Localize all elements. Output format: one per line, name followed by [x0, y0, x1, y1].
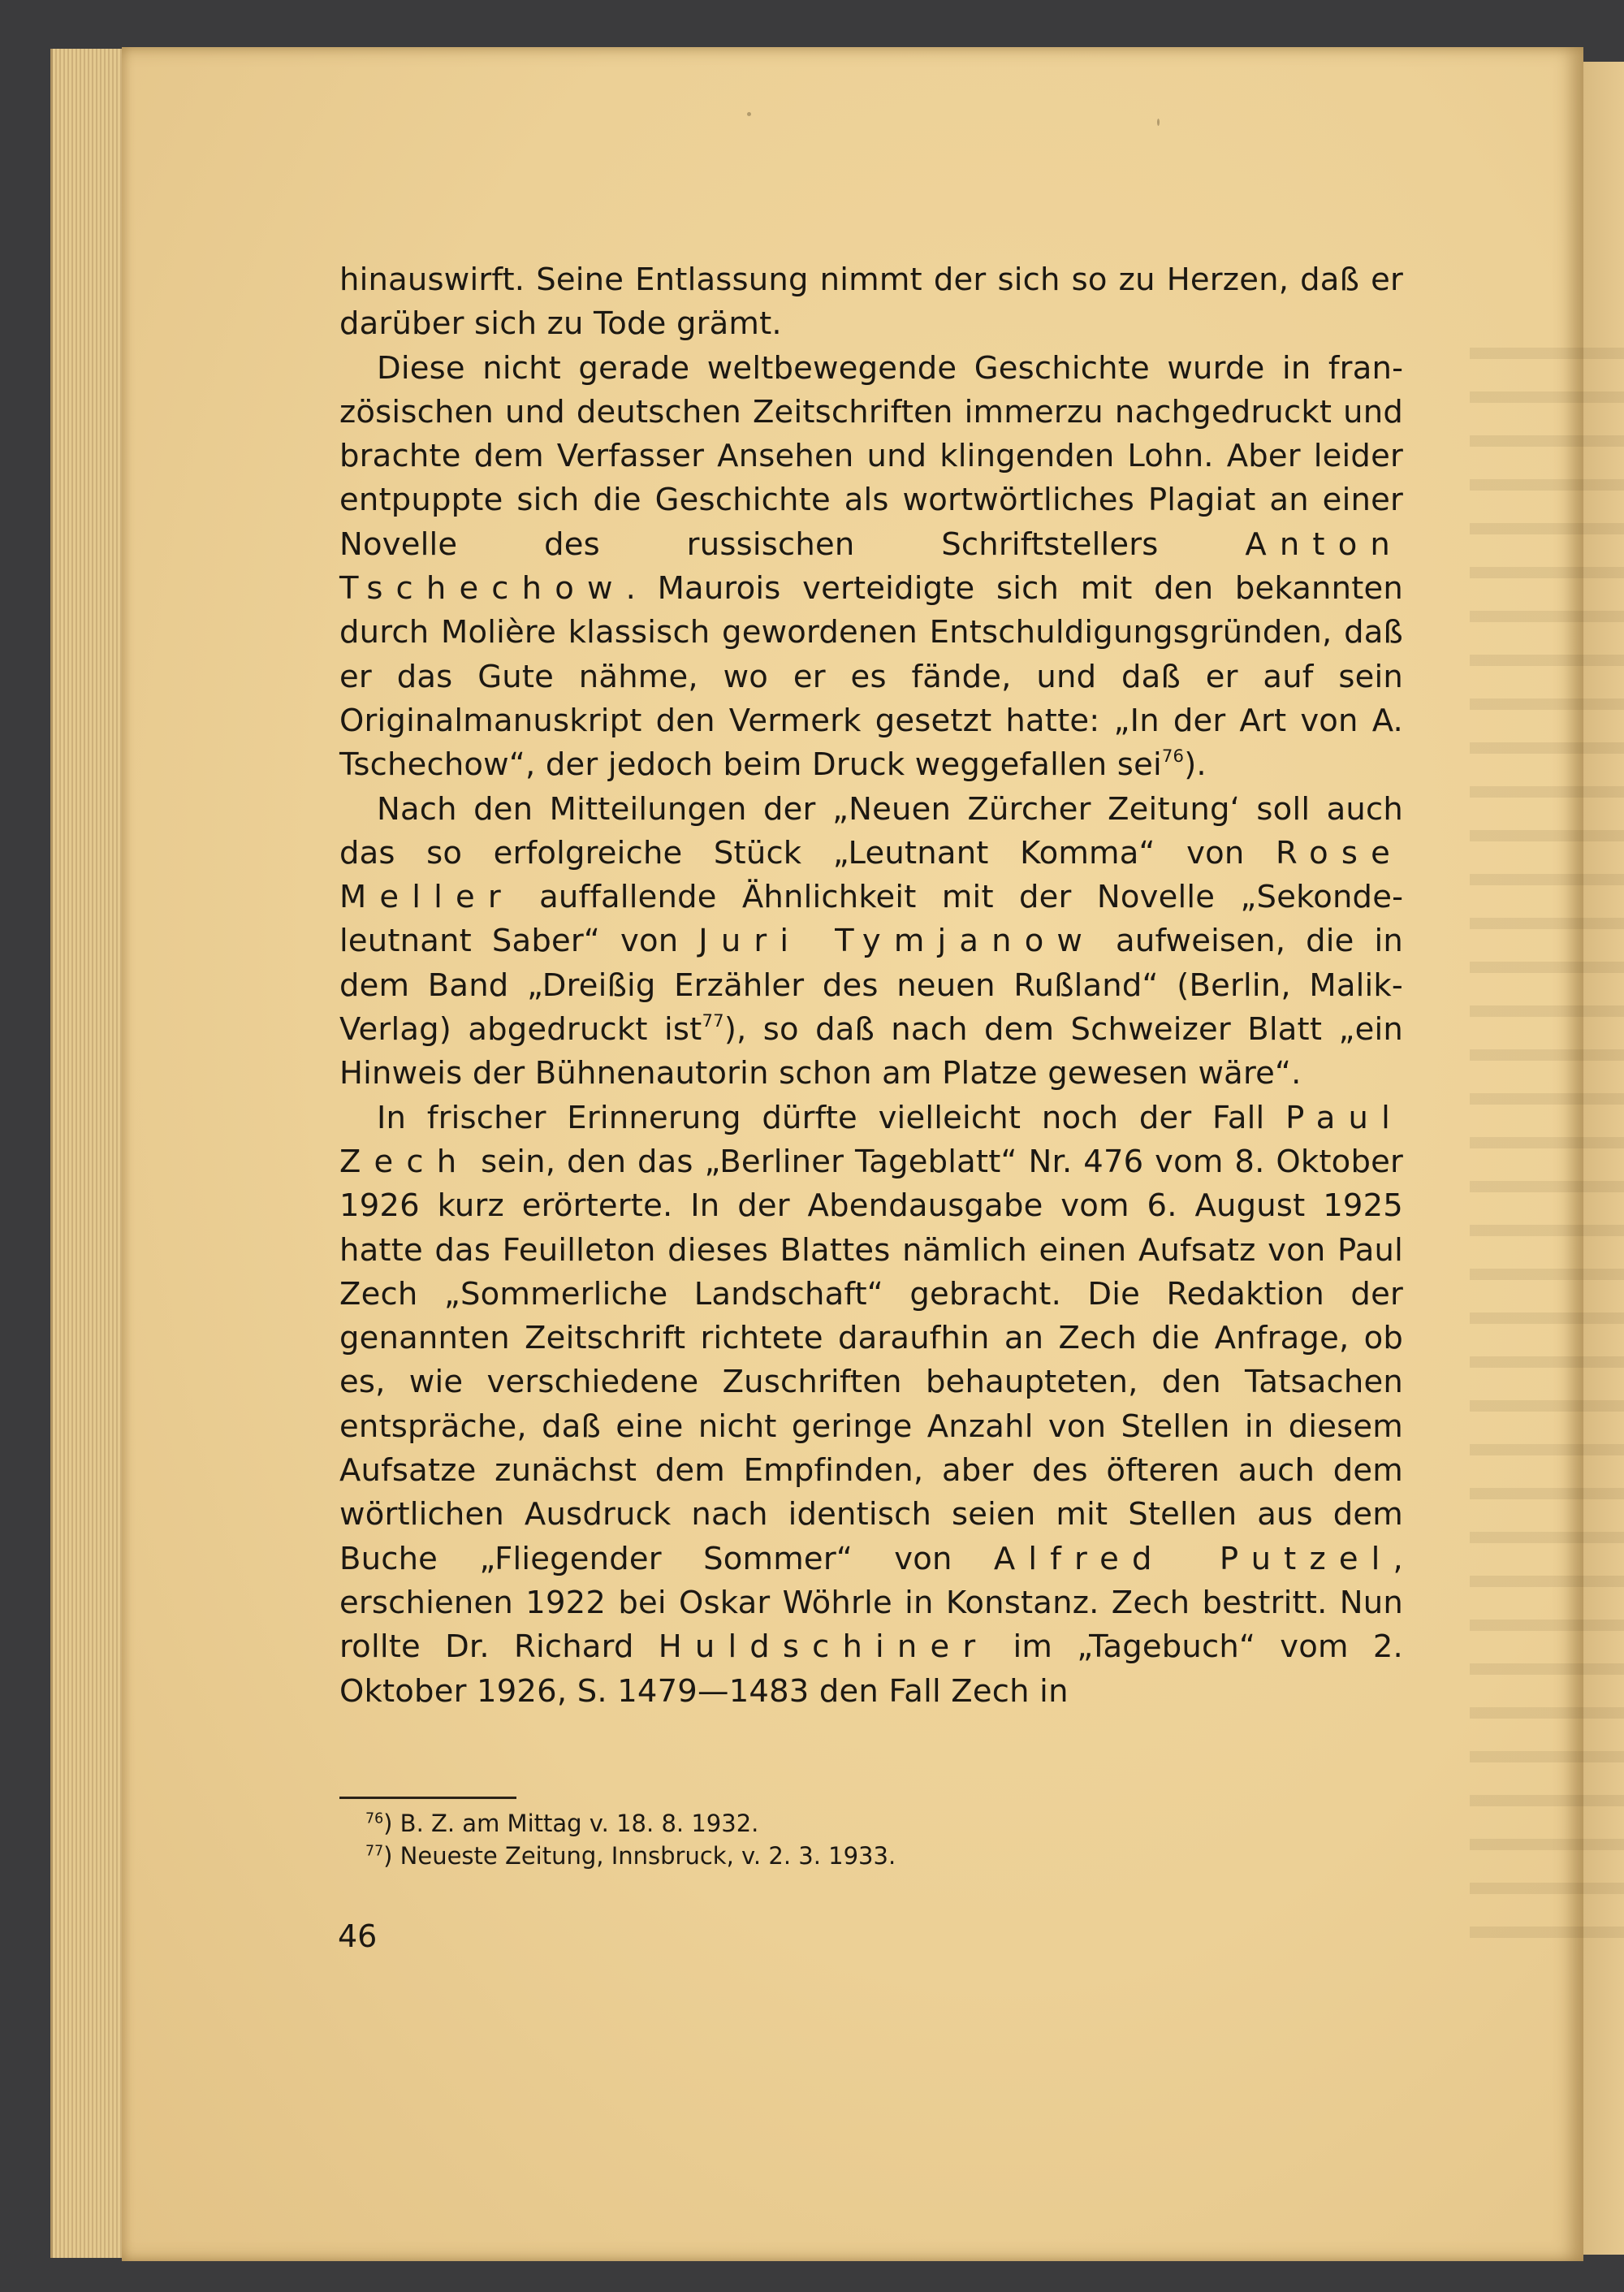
footnote-mark: 76 [365, 1810, 384, 1827]
paragraph [339, 1096, 1403, 1714]
paragraph [339, 347, 1403, 788]
footnote [365, 1840, 1096, 1872]
text-run: Nach den Mitteilungen der „Neuen Zürcher Zeitung‘ soll auch das so erfolgreiche Stück „Leutnant Komma“ von [339, 790, 1403, 871]
text-run: . Maurois verteidigte sich mit den bekannten durch Molière klassisch gewordenen Entschuldigungsgründen, daß er das Gute nähme, wo er es fände, und daß er auf sein Originalmanuskript den Vermerk gesetzt hatte: „In der Art von A. Tschechow“, der jedoch beim Druck weggefallen sei [339, 570, 1403, 784]
text-run: Diese nicht gerade weltbewegende Geschichte wurde in französischen und deutschen Zeitschriften immerzu nachgedruckt und brachte dem Verfasser Ansehen und klingenden Lohn. Aber leider entpuppte sich die Geschichte als wortwörtliches Plagiat an einer Novelle des russischen Schriftstellers [339, 349, 1403, 563]
spaced-name: Huldschiner [658, 1628, 989, 1666]
text-run: auffallende Ähnlichkeit mit der Novelle „Sekondeleutnant Saber“ von [339, 879, 1403, 960]
footnote-mark: 77 [365, 1843, 384, 1860]
spaced-name: Anton Tschechow [339, 525, 1403, 608]
spaced-name: Paul Zech [339, 1099, 1403, 1180]
footnote [365, 1807, 1096, 1840]
text-run: hinauswirft. Seine Entlassung nimmt der sich so zu Herzen, daß er darüber sich zu Tode grämt. [339, 262, 1403, 343]
text-run: im „Tagebuch“ vom 2. Oktober 1926, S. 1479—1483 den Fall Zech in [339, 1628, 1403, 1710]
footnote-text: ) B. Z. am Mittag v. 18. 8. 1932. [383, 1810, 759, 1837]
text-run: In frischer Erinnerung dürfte vielleicht noch der Fall [377, 1099, 1286, 1136]
footnote-reference: 77 [702, 1010, 724, 1031]
body-text [339, 258, 1403, 1714]
paragraph [339, 788, 1403, 1096]
spaced-name: Rose Meller [339, 834, 1403, 916]
text-run: ), so daß nach dem Schweizer Blatt „ein Hinweis der Bühnenautorin schon am Platze gewesen wäre“. [339, 1011, 1403, 1092]
paragraph [339, 258, 1403, 347]
footnote-reference: 76 [1161, 746, 1185, 767]
text-run: , erschienen 1922 bei Oskar Wöhrle in Konstanz. Zech bestritt. Nun rollte Dr. Richard [339, 1540, 1403, 1666]
text-run: sein, den das „Berliner Tageblatt“ Nr. 476 vom 8. Oktober 1926 kurz erörterte. In der Abendausgabe vom 6. August 1925 hatte das Feuilleton dieses Blattes nämlich einen Aufsatz von Paul Zech „Sommerliche Landschaft“ gebracht. Die Redaktion der genannten Zeitschrift richtete daraufhin an Zech die Anfrage, ob es, wie verschiedene Zuschriften behaupteten, den Tatsachen entspräche, daß eine nicht geringe Anzahl von Stellen in diesem Aufsatze zunächst dem Empfinden, aber des öfteren auch dem wörtlichen Ausdruck nach identisch seien mit Stellen aus dem Buche „Fliegender Sommer“ von [339, 1143, 1403, 1577]
spaced-name: Juri Tymjanow [698, 923, 1096, 960]
spaced-name: Alfred Putzel [993, 1540, 1393, 1577]
text-run: aufweisen, die in dem Band „Dreißig Erzähler des neuen Rußland“ (Berlin, Malik-Verlag) abgedruckt ist [339, 923, 1403, 1049]
text-run: ). [1184, 746, 1207, 784]
footnote-text: ) Neueste Zeitung, Innsbruck, v. 2. 3. 1933. [383, 1842, 896, 1870]
footnote-rule [339, 1797, 516, 1799]
show-through-text [1470, 323, 1624, 1948]
footnotes [365, 1807, 1096, 1872]
paper-speck [1157, 119, 1160, 126]
page-number: 46 [338, 1918, 378, 1954]
paper-speck [747, 112, 751, 116]
